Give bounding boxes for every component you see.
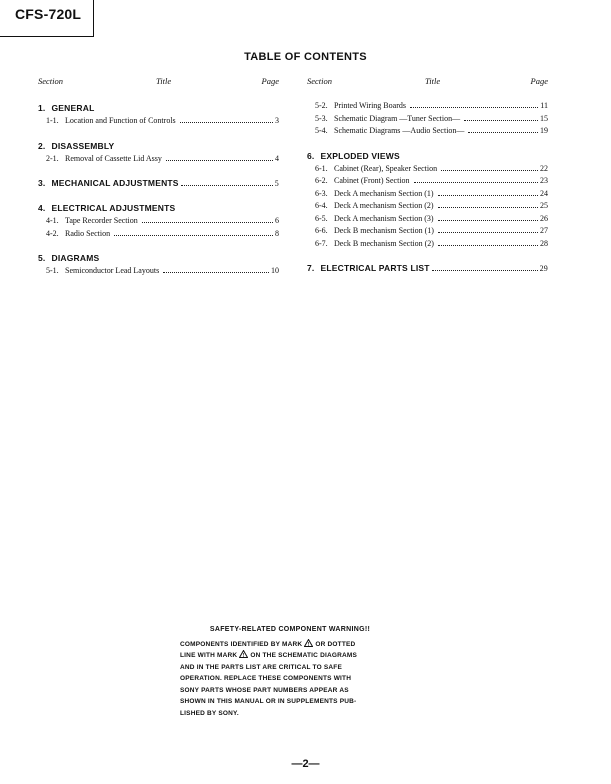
warning-line: SONY PARTS WHOSE PART NUMBERS APPEAR AS <box>180 686 349 694</box>
section-page: 29 <box>539 264 548 273</box>
section-number: 2. <box>38 140 46 151</box>
entry-title: Deck A mechanism Section (2) <box>334 201 434 210</box>
toc-right-column <box>307 76 548 275</box>
warning-triangle-icon <box>239 650 248 658</box>
toc-entry <box>307 188 548 201</box>
section-title: DIAGRAMS <box>51 253 100 263</box>
warning-line: LISHED BY SONY. <box>180 709 239 717</box>
entry-title: Cabinet (Rear), Speaker Section <box>334 163 438 173</box>
svg-text:!: ! <box>307 641 310 647</box>
dot-leader <box>441 169 538 171</box>
entry-number: 6-1. <box>315 163 328 173</box>
entry-number: 5-4. <box>315 126 328 135</box>
entry-number: 2-1. <box>46 153 59 163</box>
section-heading <box>38 202 279 215</box>
column-header <box>307 76 548 90</box>
entry-page: 8 <box>275 228 279 238</box>
dot-leader <box>163 271 269 273</box>
section-heading <box>38 177 279 190</box>
entry-title: Schematic Diagram —Tuner Section— <box>334 113 461 123</box>
section-number: 5. <box>38 253 46 263</box>
entry-number: 6-5. <box>315 213 328 223</box>
entry-page: 3 <box>275 116 279 125</box>
header-title: Title <box>425 76 441 86</box>
warning-line: SHOWN IN THIS MANUAL OR IN SUPPLEMENTS PUB- <box>180 698 357 705</box>
section-heading <box>38 252 279 265</box>
warning-line <box>180 639 400 651</box>
entry-number: 5-2. <box>315 101 328 110</box>
section-title: EXPLODED VIEWS <box>320 150 400 161</box>
page-title: TABLE OF CONTENTS <box>244 51 367 63</box>
entry-page: 19 <box>540 126 548 135</box>
toc-entry <box>38 265 279 278</box>
entry-title: Location and Function of Controls <box>65 116 176 125</box>
entry-page: 22 <box>540 163 548 173</box>
warning-line: OPERATION. REPLACE THESE COMPONENTS WITH <box>180 675 352 682</box>
entry-title: Tape Recorder Section <box>65 216 138 225</box>
section-number: 1. <box>38 103 46 113</box>
entry-number: 6-7. <box>315 238 328 248</box>
toc-entry <box>307 125 548 138</box>
entry-page: 27 <box>540 226 548 235</box>
section-title: ELECTRICAL PARTS LIST <box>320 263 430 273</box>
dot-leader <box>166 159 273 161</box>
warning-triangle-icon <box>304 639 313 647</box>
toc-section <box>307 262 548 275</box>
entry-title: Deck B mechanism Section (1) <box>334 226 434 235</box>
dot-leader <box>464 119 538 121</box>
warning-text: ON THE SCHEMATIC DIAGRAMS <box>250 652 358 659</box>
toc-left-body <box>38 102 279 278</box>
entry-page: 28 <box>540 238 548 248</box>
dot-leader <box>114 234 273 236</box>
header-section: Section <box>38 76 64 86</box>
dot-leader <box>142 221 273 223</box>
warning-text: OR DOTTED <box>315 640 356 648</box>
entry-title: Deck A mechanism Section (1) <box>334 188 434 198</box>
toc-entry <box>38 228 279 241</box>
header-section: Section <box>307 76 333 86</box>
entry-number: 6-6. <box>315 226 328 235</box>
entry-number: 4-1. <box>46 216 59 225</box>
entry-page: 15 <box>540 113 548 123</box>
model-box <box>0 0 94 37</box>
entry-page: 23 <box>540 176 548 185</box>
dot-leader <box>410 106 538 108</box>
dot-leader <box>438 206 538 208</box>
section-number: 6. <box>307 150 315 161</box>
dot-leader <box>414 181 538 183</box>
warning-title: SAFETY-RELATED COMPONENT WARNING!! <box>209 626 371 633</box>
entry-title: Radio Section <box>65 228 111 238</box>
section-heading <box>38 102 279 115</box>
entry-title: Cabinet (Front) Section <box>334 176 410 185</box>
dot-leader <box>181 184 273 186</box>
entry-title: Deck A mechanism Section (3) <box>334 213 434 223</box>
model-label: CFS-720L <box>15 6 82 22</box>
toc-entry <box>307 163 548 176</box>
svg-text:!: ! <box>242 653 245 658</box>
warning-line <box>180 650 400 662</box>
section-number: 3. <box>38 178 46 188</box>
warning-line: AND IN THE PARTS LIST ARE CRITICAL TO SAFE <box>180 663 342 671</box>
toc-entry <box>307 113 548 126</box>
column-header <box>38 76 279 90</box>
entry-number: 4-2. <box>46 228 59 238</box>
toc-entry <box>307 238 548 251</box>
entry-number: 5-3. <box>315 113 328 123</box>
toc-right-continuation <box>307 100 548 138</box>
entry-page: 11 <box>540 101 548 110</box>
header-title: Title <box>156 76 172 86</box>
entry-title: Schematic Diagrams —Audio Section— <box>334 126 465 135</box>
safety-warning <box>180 624 400 719</box>
section-number: 4. <box>38 203 46 213</box>
entry-number: 5-1. <box>46 266 59 275</box>
toc-entry <box>307 200 548 213</box>
section-number: 7. <box>307 263 315 273</box>
toc-section <box>38 202 279 240</box>
section-title: ELECTRICAL ADJUSTMENTS <box>51 203 176 213</box>
header-page: Page <box>261 76 279 86</box>
toc-right-body <box>307 150 548 276</box>
header-page: Page <box>530 76 548 86</box>
dot-leader <box>438 194 538 196</box>
dot-leader <box>432 269 538 271</box>
entry-number: 6-2. <box>315 176 328 185</box>
toc-entry <box>307 175 548 188</box>
toc-entry <box>38 215 279 228</box>
entry-page: 4 <box>275 153 279 163</box>
entry-number: 6-4. <box>315 201 328 210</box>
toc-section <box>307 150 548 251</box>
toc-entry <box>307 225 548 238</box>
page-number: —2— <box>291 758 320 770</box>
toc-left-column <box>38 76 279 278</box>
toc-section <box>38 102 279 128</box>
toc-entry <box>307 213 548 226</box>
entry-page: 6 <box>275 216 279 225</box>
dot-leader <box>468 131 538 133</box>
entry-page: 10 <box>271 266 279 275</box>
toc-section <box>38 252 279 278</box>
entry-title: Removal of Cassette Lid Assy <box>65 153 162 163</box>
section-page: 5 <box>274 179 279 188</box>
toc-entry <box>307 100 548 113</box>
entry-title: Printed Wiring Boards <box>334 101 406 110</box>
section-heading <box>38 140 279 153</box>
section-title: GENERAL <box>51 103 95 113</box>
dot-leader <box>438 219 538 221</box>
toc-entry <box>38 153 279 166</box>
section-heading <box>307 150 548 163</box>
toc-section <box>38 177 279 190</box>
section-title: DISASSEMBLY <box>51 140 115 151</box>
entry-title: Deck B mechanism Section (2) <box>334 238 434 248</box>
dot-leader <box>180 121 273 123</box>
warning-text: LINE WITH MARK <box>180 652 238 659</box>
entry-page: 26 <box>540 213 548 223</box>
entry-title: Semiconductor Lead Layouts <box>65 266 160 275</box>
entry-number: 1-1. <box>46 116 59 125</box>
entry-page: 25 <box>540 201 548 210</box>
toc-entry <box>38 115 279 128</box>
dot-leader <box>438 231 538 233</box>
section-title: MECHANICAL ADJUSTMENTS <box>51 178 179 188</box>
toc-section <box>38 140 279 166</box>
warning-text: COMPONENTS IDENTIFIED BY MARK <box>180 640 303 648</box>
dot-leader <box>438 244 538 246</box>
section-heading <box>307 262 548 275</box>
entry-page: 24 <box>540 188 548 198</box>
entry-number: 6-3. <box>315 188 328 198</box>
